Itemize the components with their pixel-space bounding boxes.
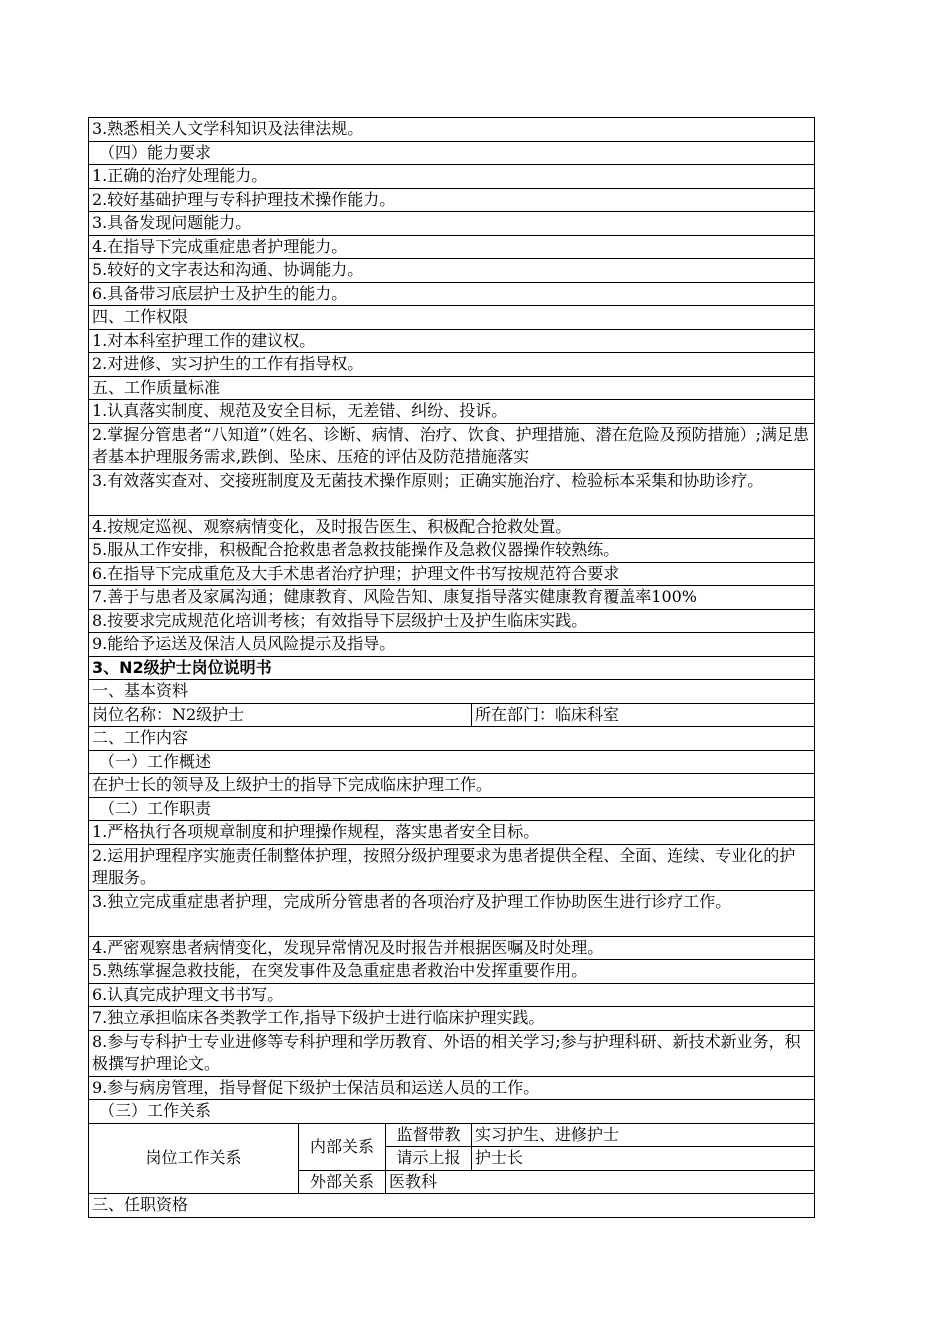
- text-row: 1.正确的治疗处理能力。: [89, 165, 815, 189]
- text-row: 3.有效落实查对、交接班制度及无菌技术操作原则；正确实施治疗、检验标本采集和协助诊疗。: [89, 469, 815, 515]
- section-heading: 四、工作权限: [89, 306, 815, 330]
- relations-label: 岗位工作关系: [89, 1123, 299, 1194]
- section-heading: 二、工作内容: [89, 727, 815, 751]
- text-row: 8.按要求完成规范化培训考核；有效指导下层级护士及护生临床实践。: [89, 609, 815, 633]
- section-heading: （四）能力要求: [89, 141, 815, 165]
- post-name: 岗位名称：N2级护士: [89, 703, 472, 727]
- text-row: 5.服从工作安排，积极配合抢救患者急救技能操作及急救仪器操作较熟练。: [89, 539, 815, 563]
- text-row: 2.对进修、实习护生的工作有指导权。: [89, 353, 815, 377]
- sub-heading: （二）工作职责: [89, 797, 815, 821]
- text-row: 1.严格执行各项规章制度和护理操作规程，落实患者安全目标。: [89, 821, 815, 845]
- section-title: 3、N2级护士岗位说明书: [89, 656, 815, 680]
- text-row: 2.运用护理程序实施责任制整体护理，按照分级护理要求为患者提供全程、全面、连续、专业化的护理服务。: [89, 844, 815, 890]
- text-row: 2.掌握分管患者“八知道”（姓名、诊断、病情、治疗、饮食、护理措施、潜在危险及预防措施）;满足患者基本护理服务需求,跌倒、坠床、压疮的评估及防范措施落实: [89, 423, 815, 469]
- text-row: 5.较好的文字表达和沟通、协调能力。: [89, 259, 815, 283]
- text-row: 7.独立承担临床各类教学工作,指导下级护士进行临床护理实践。: [89, 1007, 815, 1031]
- sub-heading: （一）工作概述: [89, 750, 815, 774]
- section-heading: 五、工作质量标准: [89, 376, 815, 400]
- external-relations: 外部关系: [299, 1170, 386, 1194]
- internal-relations: 内部关系: [299, 1123, 386, 1170]
- text-row: 1.认真落实制度、规范及安全目标，无差错、纠纷、投诉。: [89, 400, 815, 424]
- sub-heading: （三）工作关系: [89, 1100, 815, 1124]
- report-label: 请示上报: [386, 1147, 472, 1171]
- text-row: 4.在指导下完成重症患者护理能力。: [89, 235, 815, 259]
- text-row: 9.参与病房管理，指导督促下级护士保洁员和运送人员的工作。: [89, 1076, 815, 1100]
- text-row: 5.熟练掌握急救技能，在突发事件及急重症患者救治中发挥重要作用。: [89, 960, 815, 984]
- supervise-label: 监督带教: [386, 1123, 472, 1147]
- text-row: 3.熟悉相关人文学科知识及法律法规。: [89, 118, 815, 142]
- department: 所在部门：临床科室: [472, 703, 815, 727]
- text-row: 3.独立完成重症患者护理，完成所分管患者的各项治疗及护理工作协助医生进行诊疗工作。: [89, 890, 815, 936]
- text-row: 6.在指导下完成重危及大手术患者治疗护理；护理文件书写按规范符合要求: [89, 562, 815, 586]
- text-row: 6.认真完成护理文书书写。: [89, 983, 815, 1007]
- section-heading: 一、基本资料: [89, 680, 815, 704]
- text-row: 9.能给予运送及保洁人员风险提示及指导。: [89, 633, 815, 657]
- supervise-target: 实习护生、进修护士: [472, 1123, 815, 1147]
- section-heading: 三、任职资格: [89, 1194, 815, 1218]
- text-row: 4.按规定巡视、观察病情变化，及时报告医生、积极配合抢救处置。: [89, 515, 815, 539]
- text-row: 8.参与专科护士专业进修等专科护理和学历教育、外语的相关学习;参与护理科研、新技术新业务，积极撰写护理论文。: [89, 1030, 815, 1076]
- text-row: 2.较好基础护理与专科护理技术操作能力。: [89, 188, 815, 212]
- report-target: 护士长: [472, 1147, 815, 1171]
- text-row: 6.具备带习底层护士及护生的能力。: [89, 282, 815, 306]
- text-row: 7.善于与患者及家属沟通；健康教育、风险告知、康复指导落实健康教育覆盖率100%: [89, 586, 815, 610]
- text-row: 1.对本科室护理工作的建议权。: [89, 329, 815, 353]
- external-target: 医教科: [386, 1170, 815, 1194]
- job-description-table: [88, 117, 815, 1218]
- text-row: 4.严密观察患者病情变化，发现异常情况及时报告并根据医嘱及时处理。: [89, 936, 815, 960]
- text-row: 在护士长的领导及上级护士的指导下完成临床护理工作。: [89, 774, 815, 798]
- text-row: 3.具备发现问题能力。: [89, 212, 815, 236]
